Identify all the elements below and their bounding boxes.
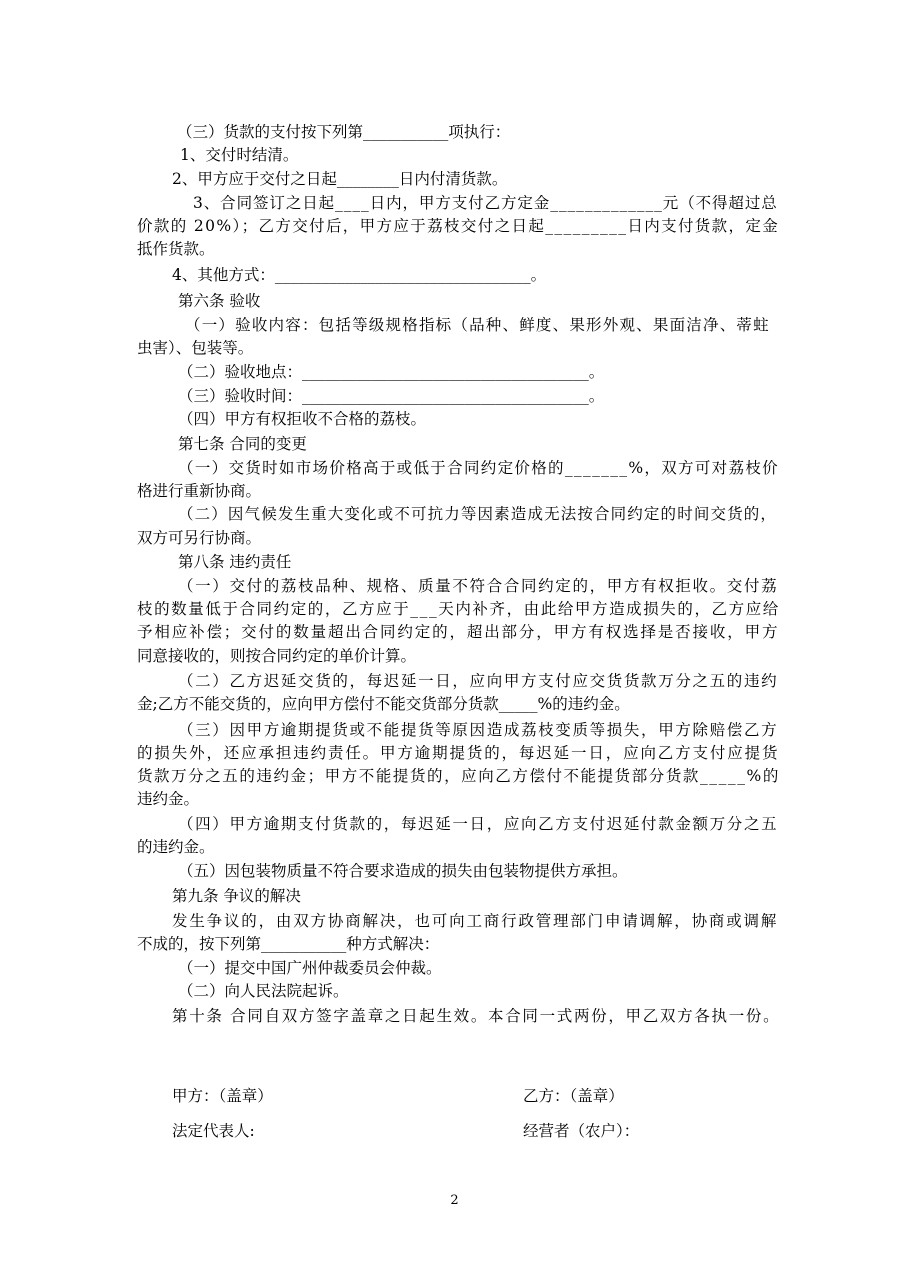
contract-line: 第六条 验收 [178,292,261,310]
contract-line: 第九条 争议的解决 [172,887,301,905]
contract-line: 发生争议的，由双方协商解决，也可向工商行政管理部门申请调解，协商或调解 [172,912,779,930]
contract-line: 抵作货款。 [137,240,215,258]
contract-line: 的损失外，还应承担违约责任。甲方逾期提货的，每迟延一日，应向乙方支付应提货 [137,744,780,762]
contract-line: 第七条 合同的变更 [178,435,307,453]
contract-line: 第八条 违约责任 [178,553,292,571]
contract-line: 双方可另行协商。 [137,529,262,547]
contract-line: （二）乙方迟延交货的，每迟延一日，应向甲方支付应交货货款万分之五的违约 [178,672,779,690]
contract-line: 虫害）、包装等。 [137,339,254,357]
contract-line: （一）提交中国广州仲裁委员会仲裁。 [178,959,442,977]
contract-line: 4、其他方式：_________________________________。 [172,266,547,284]
contract-line: 3、合同签订之日起____日内，甲方支付乙方定金_____________元（不得超过总 [193,194,778,212]
contract-line: （三）货款的支付按下列第___________项执行： [177,123,511,141]
contract-line: 不成的，按下列第___________种方式解决： [137,935,440,953]
contract-line: 的违约金。 [137,838,215,856]
contract-line: （二）验收地点：_____________________________________。 [178,363,605,381]
contract-line: （二）因气候发生重大变化或不可抗力等因素造成无法按合同约定的时间交货的， [178,505,778,523]
contract-line: （一）交货时如市场价格高于或低于合同约定价格的_______%，双方可对荔枝价 [178,459,779,477]
contract-line: 价款的 20%）；乙方交付后，甲方应于荔枝交付之日起_________日内支付货款，定金 [137,217,780,235]
contract-line: （三）因甲方逾期提货或不能提货等原因造成荔枝变质等损失，甲方除赔偿乙方 [178,721,779,739]
contract-line: （四）甲方逾期支付货款的，每迟延一日，应向乙方支付迟延付款金额万分之五 [178,815,779,833]
contract-line: 枝的数量低于合同约定的，乙方应于___天内补齐，由此给甲方造成损失的，乙方应给 [137,600,780,618]
contract-line: （一）交付的荔枝品种、规格、质量不符合合同约定的，甲方有权拒收。交付荔 [178,577,779,595]
page-number: 2 [450,1193,459,1208]
party-a-seal-label: 甲方：（盖章） [172,1087,273,1105]
contract-line: 货款万分之五的违约金；甲方不能提货的，应向乙方偿付不能提货部分货款_____%的 [137,767,780,785]
contract-line: （二）向人民法院起诉。 [178,982,349,1000]
contract-line: 予相应补偿；交付的数量超出合同约定的，超出部分，甲方有权选择是否接收，甲方 [137,623,780,641]
operator-label: 经营者（农户）： [523,1122,640,1140]
contract-line: 同意接收的，则按合同约定的单价计算。 [137,647,417,665]
contract-line: 1、交付时结清。 [180,146,299,164]
party-b-seal-label: 乙方：（盖章） [523,1087,624,1105]
contract-line: 2、甲方应于交付之日起________日内付清货款。 [172,170,508,188]
legal-representative-label: 法定代表人: [172,1122,255,1140]
contract-line: 金;乙方不能交货的，应向甲方偿付不能交货部分货款_____%的违约金。 [137,695,630,713]
contract-line: 违约金。 [137,790,200,808]
contract-line: （三）验收时间：_____________________________________。 [178,387,605,405]
contract-line: （四）甲方有权拒收不合格的荔枝。 [178,410,427,428]
contract-line: 第十条 合同自双方签字盖章之日起生效。本合同一式两份，甲乙双方各执一份。 [172,1007,781,1025]
contract-line: 格进行重新协商。 [137,482,262,500]
contract-line: （一）验收内容：包括等级规格指标（品种、鲜度、果形外观、果面洁净、蒂蛀 [185,316,770,334]
contract-line: （五）因包装物质量不符合要求造成的损失由包装物提供方承担。 [178,862,628,880]
